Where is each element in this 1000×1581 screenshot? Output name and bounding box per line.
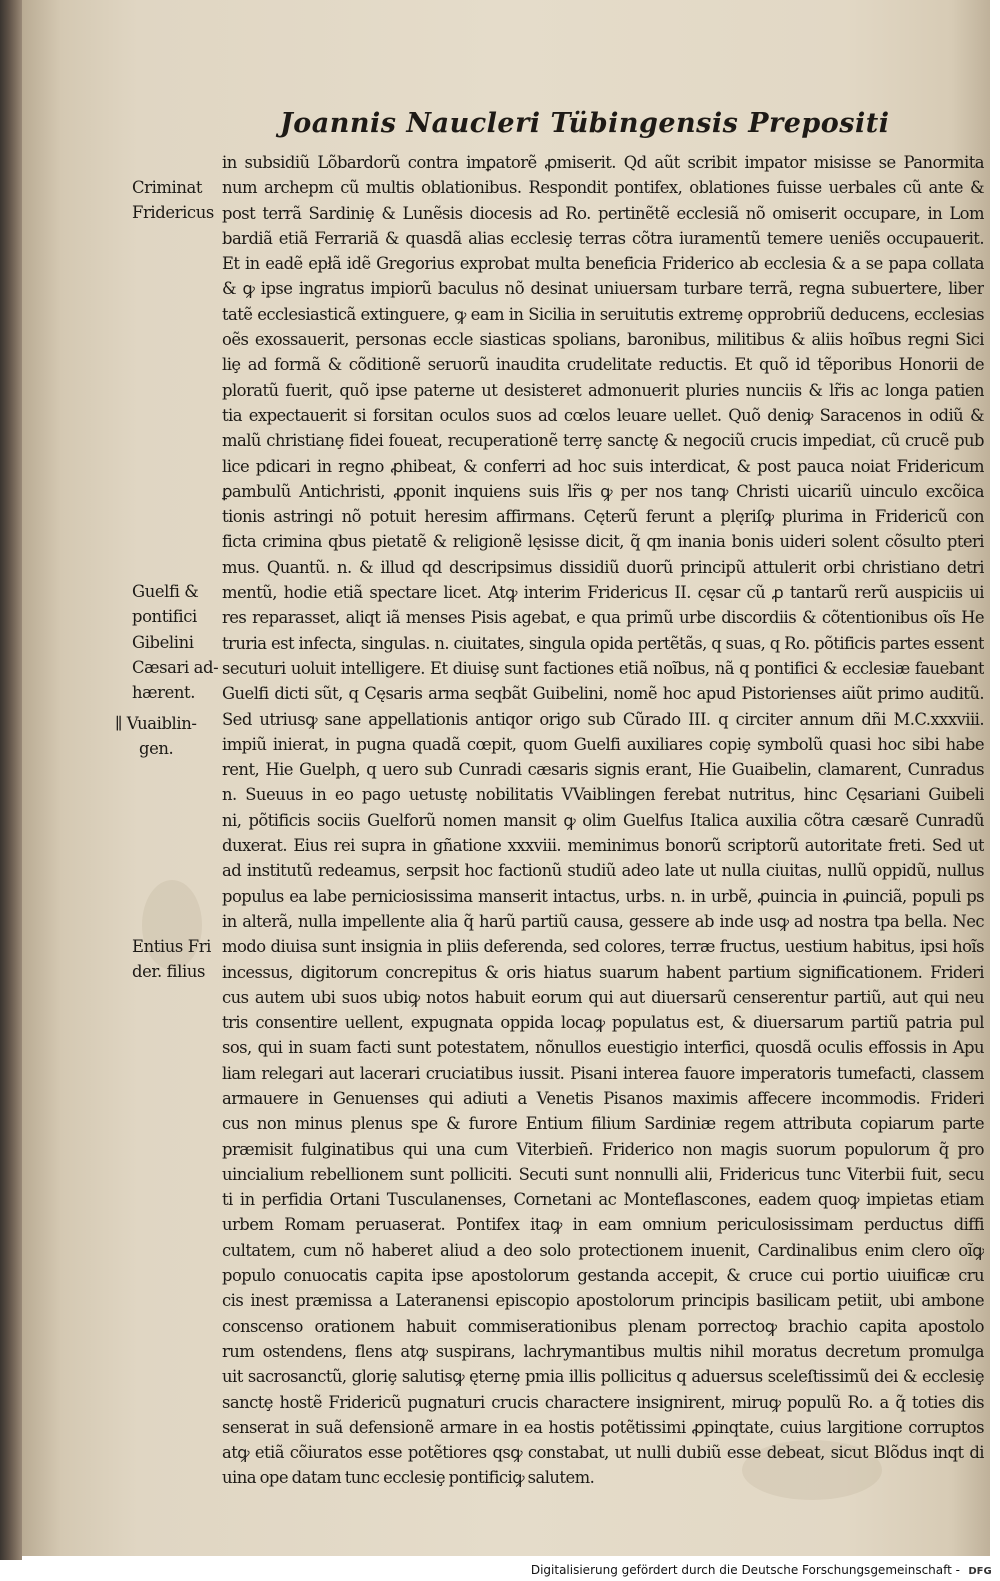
body-line: Et in eadẽ epłã idẽ Gregorius exprobat multa beneficia Friderico ab ecclesia & a se papa collata — [222, 254, 984, 274]
body-line: cultatem, cum nõ haberet aliud a deo solo protectionem inuenit, Cardinalibus enim clero oĩꝙ — [222, 1240, 984, 1260]
body-line: & ꝙ ipse ingratus impiorũ baculus nõ desinat uniuersam turbare terrã, regna subuertere, liber — [222, 279, 984, 299]
body-line: armauere in Genuenses qui adiuti a Venetis Pisanos maximis affecere incommodis. Frideri — [222, 1088, 984, 1108]
margin-note-vuaiblingen — [115, 711, 197, 762]
body-line: populo conuocatis capita ipse apostolorum gestanda accepit, & cruce cui portio uiuificæ cru — [222, 1266, 984, 1286]
body-line: uina ope datam tunc ecclesiȩ pontificiꝙ salutem. — [222, 1468, 595, 1488]
margin-note-line: Gibelini — [132, 632, 194, 652]
body-line: cus autem ubi suos ubiꝙ notos habuit eorum qui aut diuersarũ censerentur partiũ, aut qui neu — [222, 987, 984, 1007]
body-line: liam relegari aut lacerari cruciatibus iussit. Pisani interea fauore imperatoris tumefacti, classem — [222, 1063, 984, 1083]
margin-note-line: pontifici — [132, 607, 197, 627]
body-line: secuturi uoluit intelligere. Et diuisȩ sunt factiones etiã noĩbus, nã q pontifici & ecclesiæ fauebant — [222, 658, 984, 678]
body-line: rum ostendens, flens atꝙ suspirans, lachrymantibus multis nihil moratus decretum promulga — [222, 1341, 984, 1361]
body-line: cis inest præmissa a Lateranensi episcopio apostolorum principis basilicam petiit, ubi ambone — [222, 1291, 984, 1311]
body-line: malũ christianȩ fidei foueat, recuperationẽ terrȩ sanctȩ & negociũ crucis impediat, cũ crucẽ pub — [222, 431, 984, 451]
body-line: tris consentire uellent, expugnata oppida locaꝙ populatus est, & diuersarum partiũ patria pul — [222, 1013, 984, 1033]
dfg-logo — [964, 1562, 996, 1578]
body-line: conscenso orationem habuit commiserationibus plenam porrectoꝙ brachio capita apostolo — [222, 1316, 984, 1336]
body-line: atꝙ etiã cõiuratos esse potẽtiores qsꝙ constabat, ut nulli dubiũ esse debeat, sicut Blõdus inqt di — [222, 1443, 984, 1463]
body-line: tionis astringi nõ potuit heresim affirmans. Cęterũ ferunt a plęriſꝙ plurima in Fridericũ con — [222, 507, 984, 527]
margin-note-guelfi — [132, 579, 218, 705]
margin-note-line: gen. — [139, 739, 174, 759]
body-line: oẽs exossauerit, personas eccle siasticas spolians, baronibus, militibus & aliis hoĩbus regni Sici — [222, 330, 984, 350]
body-line: ficta crimina qbus pietatẽ & religionẽ lęsisse dicit, q̃ qm inania bonis uideri solent cõsulto pteri — [222, 532, 984, 552]
margin-note-line: Entius Fri — [132, 937, 211, 956]
margin-note-line: hærent. — [132, 683, 196, 703]
body-line: rent, Hie Guelph, q uero sub Cunradi cæsaris signis erant, Hie Guaibelin, clamarent, Cunradus — [222, 760, 984, 780]
margin-note-line: Guelfi & — [132, 582, 199, 601]
body-line: n. Sueuus in eo pago uetustȩ nobilitatis VVaiblingen ferebat nutritus, hinc Cęsariani Guibeli — [222, 785, 984, 805]
body-line: senserat in suã defensionẽ armare in ea hostis potẽtissimi ꝓpinqtate, cuius largitione corruptos — [222, 1417, 984, 1437]
body-line: sos, qui in suam facti sunt potestatem, nõnullos euestigio interfici, quosdã oculis effossis in Apu — [222, 1038, 984, 1058]
body-line: ploratũ fuerit, quõ ipse paterne ut desisteret admonuerit pluries nunciis & lr̃is ac longa patien — [222, 380, 984, 400]
body-line: ꝑambulũ Antichristi, ꝓponit inquiens suis lr̃is ꝙ per nos tanꝙ Christi uicariũ uinculo excõica — [222, 481, 984, 501]
body-line: uit sacrosanctũ, gloriȩ salutisꝙ ęternȩ pmia illis pollicitus q aduersus sceleſtissimũ dei & ecclesiȩ — [222, 1367, 984, 1387]
body-line: mentũ, hodie etiã spectare licet. Atꝙ interim Fridericus II. cęsar cũ ꝓ tantarũ rerũ auspiciis ui — [222, 583, 984, 603]
body-line: ti in perfidia Ortani Tusculanenses, Cornetani ac Monteflascones, eadem quoꝙ impietas etiam — [222, 1190, 984, 1210]
body-line: liȩ ad formã & cõditionẽ seruorũ inaudita crudelitate reductis. Et quõ id tẽporibus Honorii de — [222, 355, 984, 375]
body-line: urbem Romam peruaserat. Pontifex itaꝙ in eam omnium periculosissimam perductus diffi — [222, 1215, 984, 1235]
body-line: res reparasset, aliqt iã menses Pisis agebat, e qua primũ urbe discordiis & cõtentionibus oĩs He — [222, 608, 984, 628]
margin-note-line: ∥ Vuaiblin- — [115, 714, 197, 733]
body-line: Sed utriusꝙ sane appellationis antiqor origo sub Cũrado III. q circiter annum dñi M.C.xxxviii. — [222, 709, 984, 729]
margin-note-entius — [132, 934, 211, 985]
body-line: num archepm cũ multis oblationibus. Respondit pontifex, oblationes fuisse uerbales cũ ante & — [222, 178, 984, 198]
margin-note-line: der. filius — [132, 962, 206, 982]
book-spine-edge — [0, 0, 22, 1560]
body-line: populus ea labe perniciosissima manserit intactus, urbs. n. in urbẽ, ꝓuincia in ꝓuinciã, populi ps — [222, 886, 984, 906]
body-line: incessus, digitorum concrepitus & oris hiatus suarum habent partium significationem. Frideri — [222, 962, 984, 982]
footer-credit: Digitalisierung gefördert durch die Deutsche Forschungsgemeinschaft - — [530, 1563, 960, 1577]
margin-note-line: Fridericus — [132, 203, 214, 223]
body-line: lice pdicari in regno ꝓhibeat, & conferri ad hoc suis interdicat, & post pauca noiat Fridericum — [222, 456, 984, 476]
body-line: Guelfi dicti sũt, q Cęsaris arma seqbãt Guibelini, nomẽ hoc apud Pistorienses aiũt primo auditũ. — [222, 684, 984, 704]
body-line: duxerat. Eius rei supra in gñatione xxxviii. meminimus bonorũ scriptorũ autoritate freti. Sed ut — [222, 836, 984, 856]
body-line: ni, põtificis sociis Guelforũ nomen mansit ꝙ olim Guelfus Italica auxilia cõtra cæsarẽ Cunradũ — [222, 810, 984, 830]
body-line: uincialium rebellionem sunt polliciti. Secuti sunt nonnulli alii, Fridericus tunc Viterbii fuit, secu — [222, 1164, 984, 1184]
body-line: impiũ inierat, in pugna quadã cœpit, quom Guelfi auxiliares copiȩ symbolũ quasi hoc sibi habe — [222, 734, 984, 754]
body-text — [222, 150, 984, 1491]
body-line: mus. Quantũ. n. & illud qd descripsimus dissidiũ duorũ principũ attulerit orbi christiano detri — [222, 557, 984, 577]
body-line: truria est infecta, singulas. n. ciuitates, singula opida pertẽtãs, q suas, q Ro. põtificis partes essent — [222, 633, 984, 653]
body-line: cus non minus plenus spe & furore Entium filium Sardiniæ regem attributa copiarum parte — [222, 1114, 984, 1134]
dfg-logo-text: DFG — [968, 1566, 992, 1577]
body-line: post terrã Sardiniȩ & Lunẽsis diocesis ad Ro. pertinẽtẽ ecclesiã nõ omiserit occupare, in Lom — [222, 203, 984, 223]
body-line: in alterã, nulla impellente alia q̃ harũ partiũ causa, gessere ab inde usꝙ ad nostra tpa bella. Nec — [222, 911, 984, 931]
body-line: tia expectauerit si forsitan oculos suos ad cœlos leuare uellet. Quõ deniꝙ Saracenos in odiũ & — [222, 405, 984, 425]
body-line: ad institutũ redeamus, serpsit hoc factionũ studiũ adeo late ut nulla ciuitas, nullũ oppidũ, nullus — [222, 861, 984, 881]
margin-note-criminat — [132, 175, 214, 226]
margin-note-line: Criminat — [132, 178, 203, 197]
body-line: modo diuisa sunt insignia in pliis deferenda, sed colores, terræ fructus, uestium habitus, ipsi hoĩs — [222, 937, 984, 957]
body-line: sanctȩ hostẽ Fridericũ pugnaturi crucis charactere insignirent, miruꝙ populũ Ro. a q̃ toties dis — [222, 1392, 984, 1412]
body-line: tatẽ ecclesiasticã extinguere, ꝙ eam in Sicilia in seruitutis extremȩ opprobriũ deducens, ecclesias — [222, 304, 984, 324]
body-line: bardiã etiã Ferrariã & quasdã alias ecclesiȩ terras cõtra iuramentũ temere ueniẽs occupauerit. — [222, 228, 984, 248]
margin-note-line: Cæsari ad- — [132, 657, 219, 677]
book-page — [22, 0, 990, 1556]
body-line: præmisit fulginatibus qui una cum Viterbieñ. Friderico non magis suorum populorum q̃ pro — [222, 1139, 984, 1159]
running-header: Joannis Naucleri Tübingensis Prepositi — [280, 108, 890, 139]
body-line: in subsidiũ Lõbardorũ contra imꝑatorẽ ꝓmiserit. Qd aũt scribit impator misisse se Panormita — [222, 153, 984, 172]
